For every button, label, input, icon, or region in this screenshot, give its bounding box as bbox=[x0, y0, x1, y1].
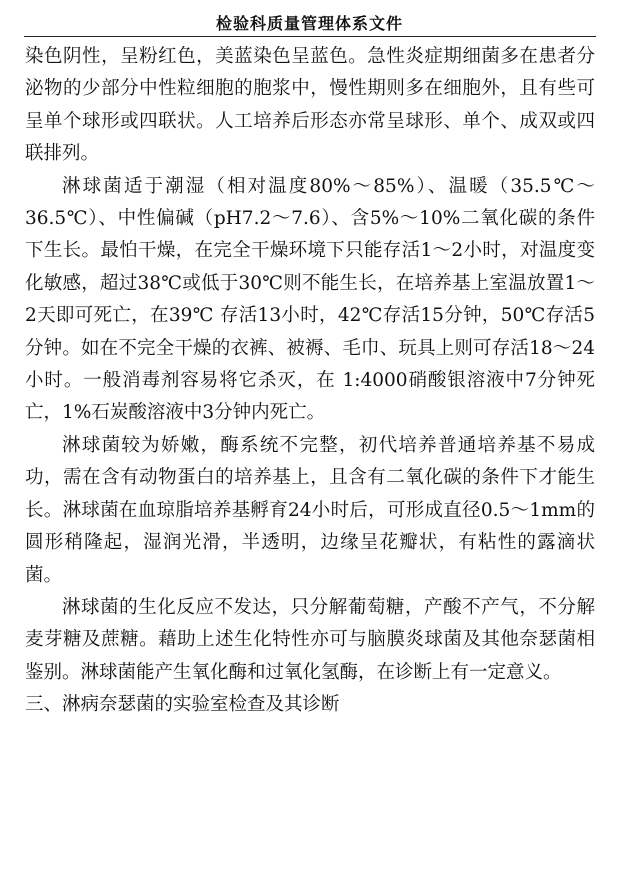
paragraph-culture: 淋球菌较为娇嫩，酶系统不完整，初代培养普通培养基不易成功，需在含有动物蛋白的培养基上，且含有二氧化碳的条件下才能生长。淋球菌在血琼脂培养基孵育24小时后，可形成直径0.5～1mm的圆形稍隆起，湿润光滑，半透明，边缘呈花瓣状，有粘性的露滴状菌。 bbox=[25, 434, 595, 586]
header-divider bbox=[24, 36, 596, 37]
section-heading: 三、淋病奈瑟菌的实验室检查及其诊断 bbox=[25, 694, 340, 716]
document-body bbox=[25, 41, 595, 722]
document-header-title: 检验科质量管理体系文件 bbox=[215, 14, 403, 33]
paragraph-continued: 染色阴性，呈粉红色，美蓝染色呈蓝色。急性炎症期细菌多在患者分泌物的少部分中性粒细胞的胞浆中，慢性期则多在细胞外，且有些可呈单个球形或四联状。人工培养后形态亦常呈球形、单个、成双或四联排列。 bbox=[25, 46, 595, 165]
paragraph-biochemistry: 淋球菌的生化反应不发达，只分解葡萄糖，产酸不产气，不分解麦芽糖及蔗糖。藉助上述生化特性亦可与脑膜炎球菌及其他奈瑟菌相鉴别。淋球菌能产生氧化酶和过氧化氢酶，在诊断上有一定意义。 bbox=[25, 596, 595, 683]
paragraph-growth-conditions: 淋球菌适于潮湿（相对温度80%～85%）、温暖（35.5℃～36.5℃）、中性偏碱（pH7.2～7.6）、含5%～10%二氧化碳的条件下生长。最怕干燥，在完全干燥环境下只能存活1～2小时，对温度变化敏感，超过38℃或低于30℃则不能生长，在培养基上室温放置1～2天即可死亡，在39℃ 存活13小时，42℃存活15分钟，50℃存活5分钟。如在不完全干燥的衣裤、被褥、毛巾、玩具上则可存活18～24小时。一般消毒剂容易将它杀灭，在 1:4000硝酸银溶液中7分钟死亡，1%石炭酸溶液中3分钟内死亡。 bbox=[25, 175, 595, 424]
